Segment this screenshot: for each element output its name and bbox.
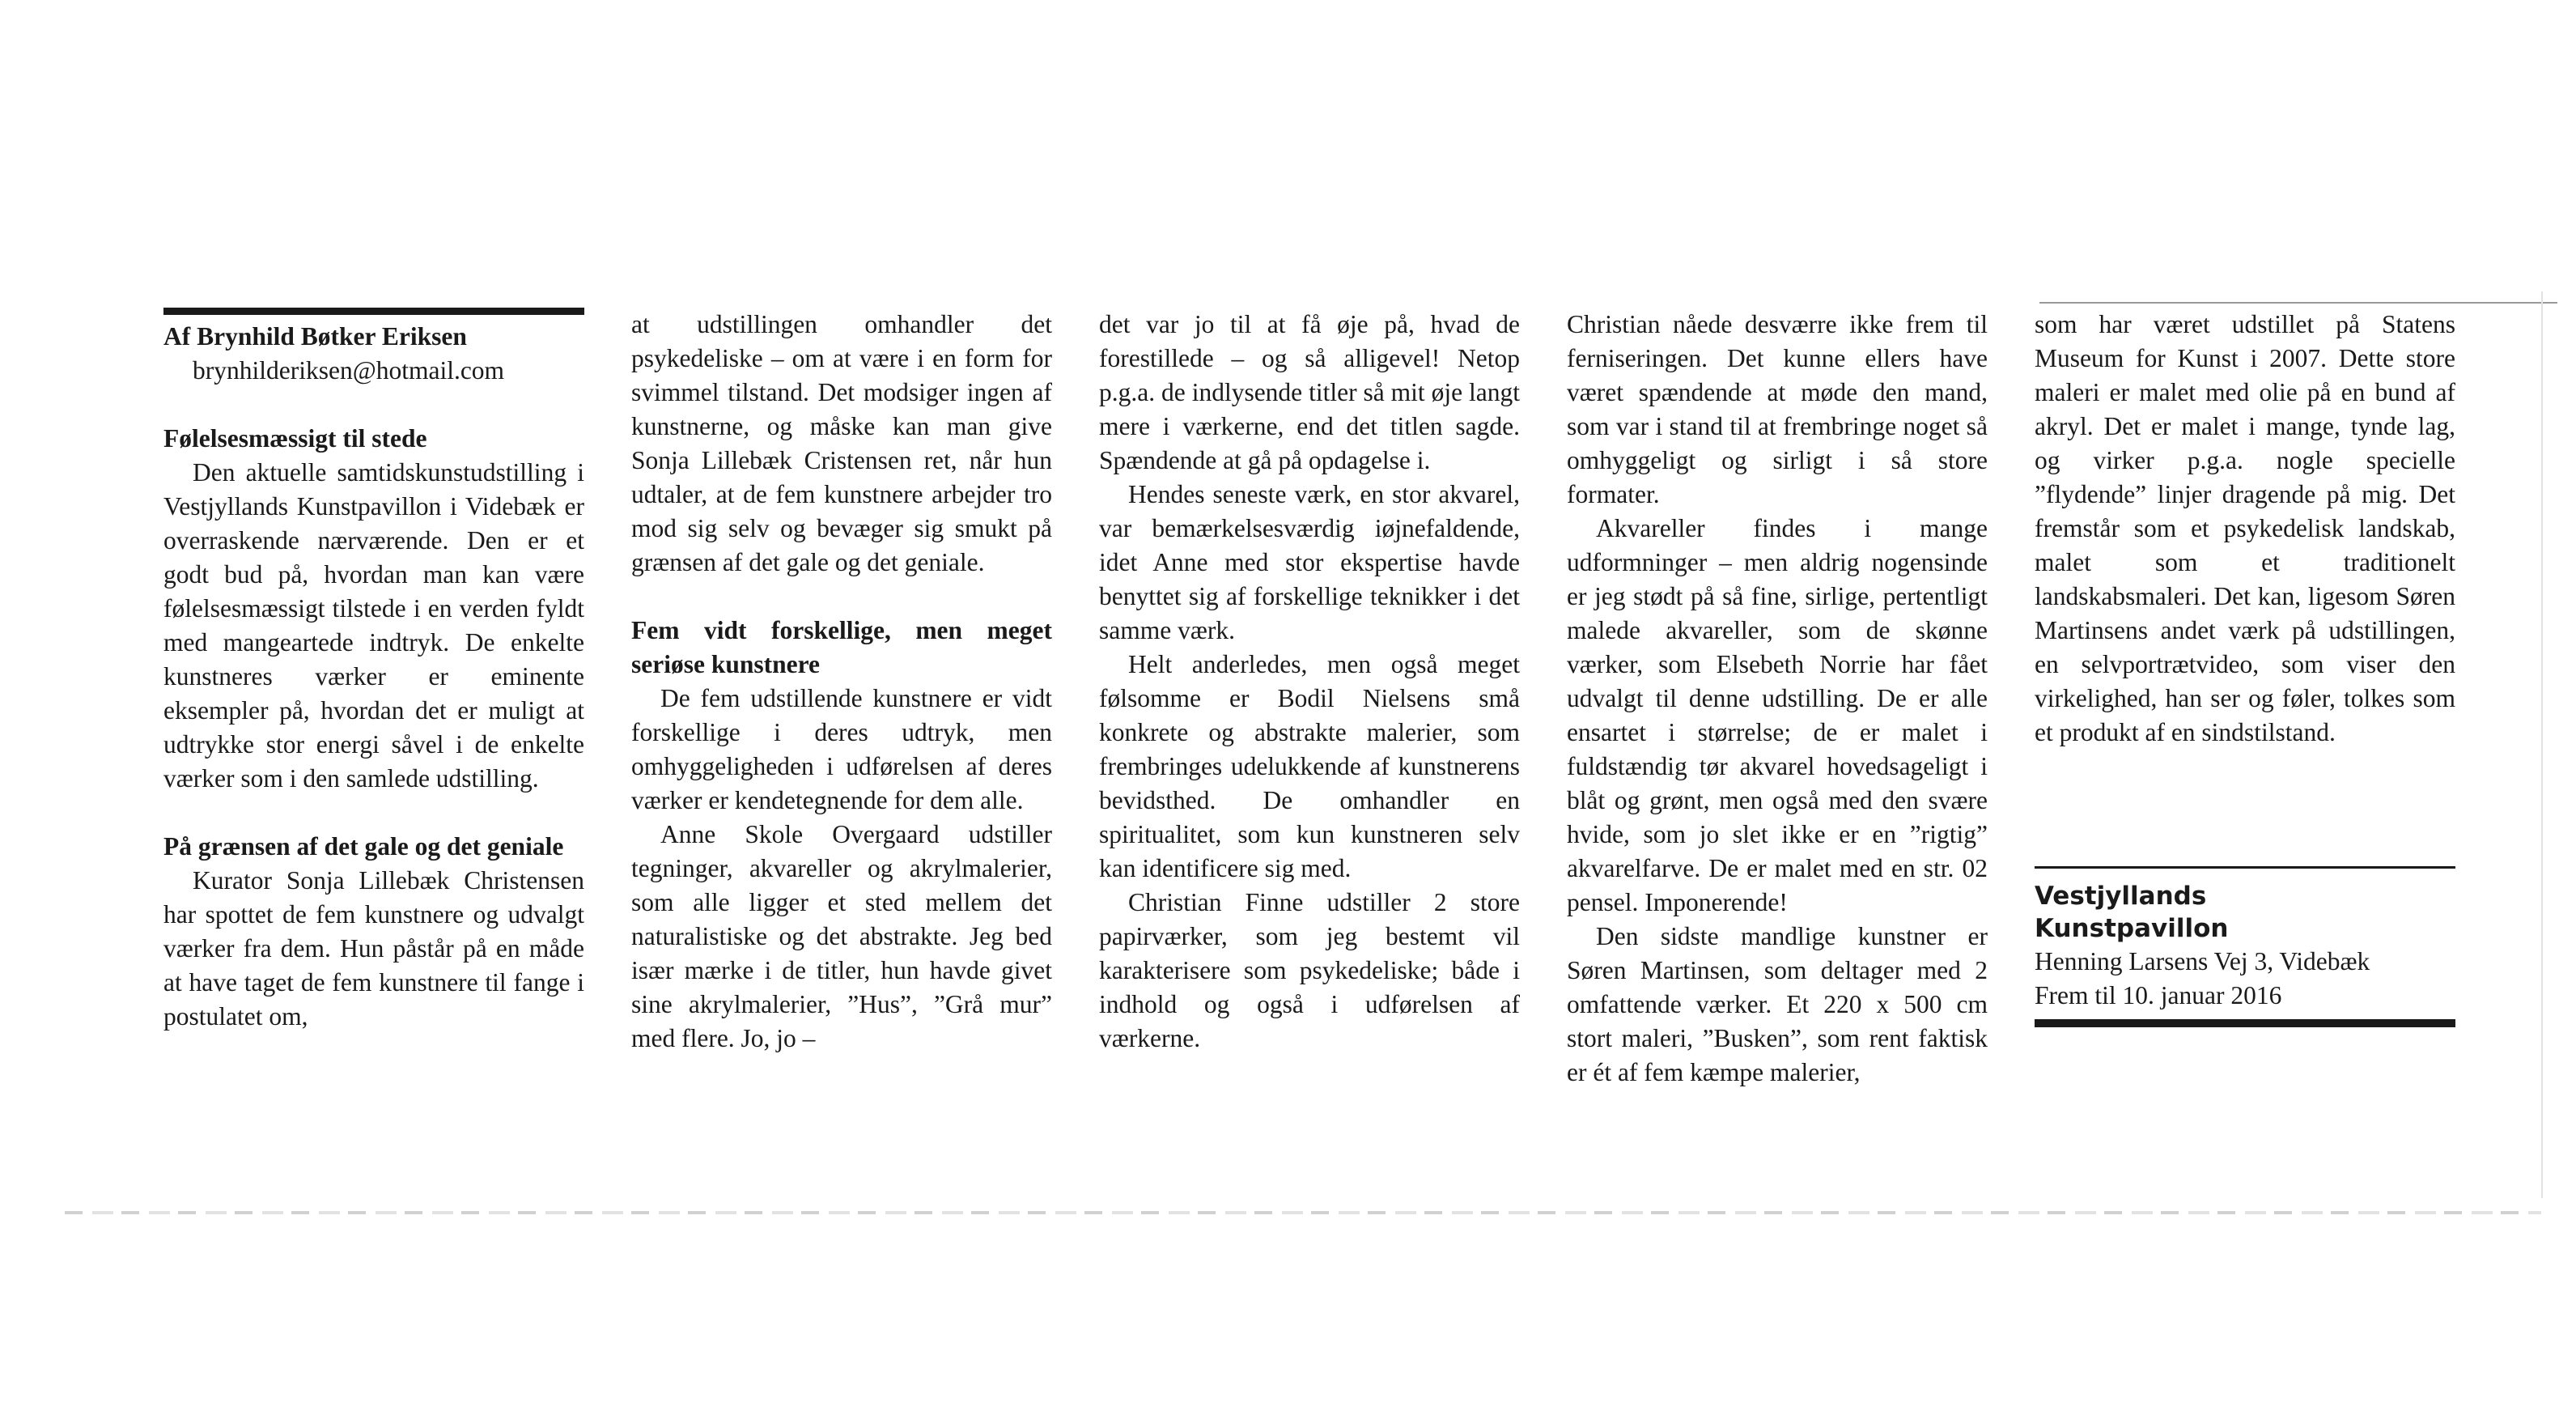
paragraph: Den aktuelle samtidskunstudstilling i Vestjyllands Kunstpavillon i Videbæk er overraskende nærværende. Den er et godt bud på, hvordan man kan være følelsesmæssigt tilstede i en verden fyldt med mangeartede indtryk. De enkelte kunstneres værker er eminente eksempler på, hvordan det er muligt at udtrykke stor energi såvel i de enkelte værker som i den samlede udstilling. xyxy=(163,458,584,793)
factbox xyxy=(2035,866,2455,1027)
paragraph: Anne Skole Overgaard udstiller tegninger, akvareller og akrylmalerier, som alle ligger et sted mellem det naturalistiske og det abstrakte. Jeg bed især mærke i de titler, hun havde givet sine akrylmalerier, ”Hus”, ”Grå mur” med flere. Jo, jo – xyxy=(631,820,1052,1052)
paragraph: Kurator Sonja Lillebæk Christensen har spottet de fem kunstnere og udvalgt værker fra dem. Hun påstår på en måde at have taget de fem kunstnere til fange i postulatet om, xyxy=(163,866,584,1031)
paragraph: Christian Finne udstiller 2 store papirværker, som jeg bestemt vil karakterisere som psykedeliske; både i indhold og også i udførelsen af værkerne. xyxy=(1099,888,1520,1052)
subheading-3: Fem vidt forskellige, men meget seriøse kunstnere xyxy=(631,616,1052,678)
article-column-1 xyxy=(163,308,584,1034)
subheading-2: På grænsen af det gale og det geniale xyxy=(163,832,564,861)
factbox-rule-bottom xyxy=(2035,1019,2455,1027)
paragraph: Hendes seneste værk, en stor akvarel, var bemærkelsesværdig iøjnefaldende, idet Anne med stor ekspertise havde benyttet sig af forskellige teknikker i det samme værk. xyxy=(1099,480,1520,644)
paragraph: Helt anderledes, men også meget følsomme er Bodil Nielsens små konkrete og abstrakte malerier, som frembringes udelukkende af kunstnerens bevidsthed. De omhandler en spiritualitet, som kun kunstneren selv kan identificere sig med. xyxy=(1099,650,1520,882)
scan-page-edge xyxy=(2541,291,2567,1198)
paragraph: det var jo til at få øje på, hvad de forestillede – og så alligevel! Netop p.g.a. de indlysende titler så mit øje langt mere i værkerne, end det titlen sagde. Spændende at gå på opdagelse i. xyxy=(1099,310,1520,474)
paragraph: Christian nåede desværre ikke frem til ferniseringen. Det kunne ellers have været spændende at møde den mand, som var i stand til at frembringe noget så omhyggeligt og sirligt i så store formater. xyxy=(1567,310,1988,508)
paragraph: at udstillingen omhandler det psykedeliske – om at være i en form for svimmel tilstand. Det modsiger ingen af kunstnerne, og måske kan man give Sonja Lillebæk Cristensen ret, når hun udtaler, at de fem kunstnere arbejder tro mod sig selv og bevæger sig smukt på grænsen af det gale og det geniale. xyxy=(631,310,1052,576)
byline-rule xyxy=(163,308,584,315)
article-column-5 xyxy=(2035,308,2455,1027)
factbox-address: Henning Larsens Vej 3, Videbæk xyxy=(2035,947,2370,975)
scan-top-line xyxy=(2039,302,2557,304)
byline: Af Brynhild Bøtker Eriksen xyxy=(163,322,467,351)
factbox-dates: Frem til 10. januar 2016 xyxy=(2035,981,2282,1009)
paragraph: som har været udstillet på Statens Museum for Kunst i 2007. Dette store maleri er malet med olie på en bund af akryl. Det er malet i mange, tynde lag, og virker p.g.a. nogle specielle ”flydende” linjer dragende på mig. Det fremstår som et psykedelisk landskab, malet som et traditionelt landskabsmaleri. Det kan, ligesom Søren Martinsens andet værk på udstillingen, en selvportrætvideo, som viser den virkelighed, han ser og føler, tolkes som et produkt af en sindstilstand. xyxy=(2035,310,2455,746)
author-email: brynhilderiksen@hotmail.com xyxy=(193,356,505,385)
scan-fold-line xyxy=(65,1211,2541,1214)
factbox-rule-top xyxy=(2035,866,2455,869)
article-column-2 xyxy=(631,308,1052,1056)
paragraph: Den sidste mandlige kunstner er Søren Martinsen, som deltager med 2 omfattende værker. Et 220 x 500 cm stort maleri, ”Busken”, som rent faktisk er ét af fem kæmpe malerier, xyxy=(1567,922,1988,1086)
article-column-3 xyxy=(1099,308,1520,1056)
paragraph: Akvareller findes i mange udformninger – men aldrig nogensinde er jeg stødt på så fine, sirlige, pertentligt malede akvareller, som de skønne værker, som Elsebeth Norrie har fået udvalgt til denne udstilling. De er alle ensartet i størrelse; de er malet i fuldstændig tør akvarel hovedsageligt i blåt og grønt, men også med den svære hvide, som jo slet ikke er en ”rigtig” akvarelfarve. De er malet med en str. 02 pensel. Imponerende! xyxy=(1567,514,1988,916)
factbox-title-line-1: Vestjyllands xyxy=(2035,882,2207,911)
factbox-title-line-2: Kunstpavillon xyxy=(2035,914,2229,943)
paragraph: De fem udstillende kunstnere er vidt forskellige i deres udtryk, men omhyggeligheden i udførelsen af deres værker er kendetegnende for dem alle. xyxy=(631,684,1052,814)
article-column-4 xyxy=(1567,308,1988,1090)
subheading-1: Følelsesmæssigt til stede xyxy=(163,424,427,453)
